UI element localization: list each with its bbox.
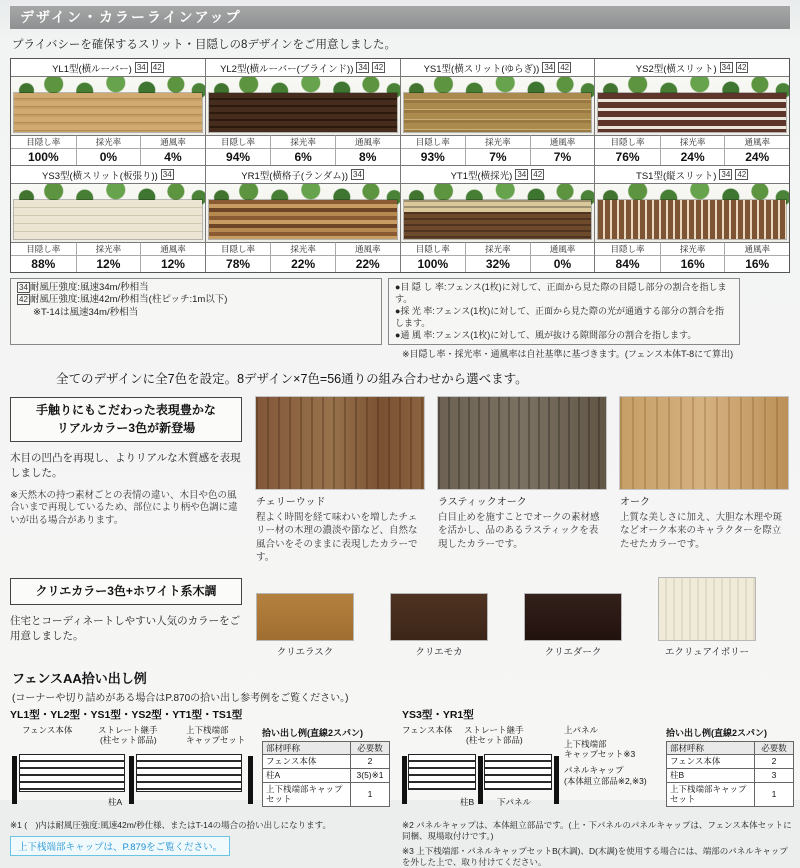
- stat-value: 94%: [206, 148, 271, 165]
- fence-image: [598, 93, 786, 132]
- fence-image: [598, 200, 786, 239]
- pickup-heading: フェンスAA拾い出し例: [12, 670, 147, 686]
- fence-image: [14, 93, 202, 132]
- pickup-table-title: 拾い出し例(直線2スパン): [262, 727, 364, 738]
- diagram-label: パネルキャップ: [564, 764, 624, 775]
- pickup-right-models: YS3型・YR1型: [402, 708, 474, 721]
- stat-label: 通風率: [335, 135, 400, 148]
- wind-badge: 34: [162, 170, 172, 179]
- stat-value: 24%: [724, 148, 789, 165]
- diagram-label-post-a: 柱A: [108, 796, 123, 807]
- stat-label: 目隠し率: [206, 135, 271, 148]
- real-color-note: ※天然木の持つ素材ごとの表情の違い、木目や色の風合いまで再現しているため、部位により柄や色調に違いが出る場合があります。: [10, 489, 238, 527]
- stat-value: 12%: [76, 255, 141, 272]
- pickup-left-column: [10, 707, 392, 868]
- swatch-name: クリエダーク: [544, 646, 602, 658]
- wind-badge: 34: [136, 63, 146, 72]
- diagram-label: キャップセット: [186, 734, 246, 745]
- swatch-desc: 程よく時間を経て味わいを増したチェリー材の木理の濃淡や節など、自然な風合いをそのままに表現したカラーです。: [256, 512, 418, 563]
- wind-badge: 34: [721, 63, 731, 72]
- wind-badge: 34: [358, 63, 368, 72]
- fence-photo: [595, 184, 789, 242]
- rate-note-line: ●通 風 率:フェンス(1枚)に対して、風が抜ける隙間部分の割合を指します。: [395, 329, 697, 340]
- fence-card-yl1: [11, 59, 205, 165]
- stat-value: 78%: [206, 255, 271, 272]
- fence-stats: [595, 135, 789, 165]
- fence-name: YL2型(横ルーバー(ブラインド)): [220, 63, 354, 75]
- diagram-label-post-b: 柱B: [460, 796, 475, 807]
- table-header: 部材呼称: [263, 741, 351, 755]
- swatch-item-crea-mocha: [390, 594, 488, 658]
- stat-value: 22%: [270, 255, 335, 272]
- post-drawing: [554, 756, 559, 804]
- fence-photo: [206, 184, 400, 242]
- pickup-table-right: [666, 726, 794, 816]
- table-row: 上下桟端部キャップセット 1: [667, 782, 794, 806]
- stat-value: 0%: [530, 255, 595, 272]
- swatch-desc: 上質な美しさに加え、大胆な木理や斑などオーク本来のキャラクターを際立たせたカラーです。: [620, 512, 783, 550]
- real-color-section: [10, 397, 790, 563]
- stat-label: 採光率: [660, 242, 725, 255]
- fence-photo: [11, 184, 205, 242]
- stat-label: 通風率: [335, 242, 400, 255]
- wind-badge: 42: [152, 63, 162, 72]
- wind-badge: 42: [374, 63, 384, 72]
- diagram-label-lower-panel: 下パネル: [497, 796, 532, 807]
- color-combination-line: 全てのデザインに全7色を設定。8デザイン×7色=56通りの組み合わせから選べます。: [56, 372, 528, 387]
- stat-value: 7%: [530, 148, 595, 165]
- table-header: 部材呼称: [667, 741, 755, 755]
- diagram-label: (柱セット部品): [466, 734, 523, 745]
- swatch-item-rustic-oak: [438, 397, 606, 563]
- stat-label: 通風率: [140, 135, 205, 148]
- post-drawing: [129, 756, 134, 804]
- stat-label: 採光率: [660, 135, 725, 148]
- stat-label: 目隠し率: [595, 242, 660, 255]
- page-title: デザイン・カラーラインアップ: [10, 6, 790, 29]
- fence-name: YR1型(横格子(ランダム)): [241, 170, 349, 182]
- stat-value: 100%: [401, 255, 466, 272]
- diagram-label: フェンス本体: [402, 724, 453, 735]
- swatch-item-oak: [620, 397, 788, 563]
- pickup-table-title: 拾い出し例(直線2スパン): [666, 727, 768, 738]
- fence-photo: [401, 77, 595, 135]
- post-drawing: [12, 756, 17, 804]
- fence-design-grid: [10, 58, 790, 273]
- stat-value: 12%: [140, 255, 205, 272]
- color-swatch-image: [257, 594, 353, 640]
- footnote-1: ※1 ( )内は耐風圧強度:風速42m/秒仕様、またはT-14の場合の拾い出しになります。: [10, 819, 331, 830]
- wind-note-text: 耐風圧強度:風速42m/秒相当(柱ピッチ:1m以下): [29, 294, 228, 306]
- fence-photo: [11, 77, 205, 135]
- wind-note-sub: ※T-14は風速34m/秒相当: [33, 306, 139, 318]
- stat-label: 目隠し率: [11, 242, 76, 255]
- fence-photo: [595, 77, 789, 135]
- stat-label: 採光率: [270, 135, 335, 148]
- wind-note-text: 耐風圧強度:風速34m/秒相当: [29, 282, 149, 293]
- wood-swatch-image: [256, 397, 424, 489]
- pickup-example-section: [10, 668, 790, 868]
- fence-name: YL1型(横ルーバー): [52, 63, 132, 75]
- fence-card-ys2: [595, 59, 789, 165]
- fence-image: [404, 93, 592, 132]
- stat-label: 採光率: [76, 242, 141, 255]
- fence-stats: [11, 135, 205, 165]
- page-reference-link[interactable]: 上下桟端部キャップは、P.879をご覧ください。: [10, 836, 230, 856]
- stat-value: 7%: [465, 148, 530, 165]
- diagram-label: (本体組立部品※2,※3): [564, 775, 647, 786]
- wind-badge: 42: [533, 170, 543, 179]
- stat-value: 22%: [335, 255, 400, 272]
- fence-card-ys1: [401, 59, 595, 165]
- pickup-left-models: YL1型・YL2型・YS1型・YS2型・YT1型・TS1型: [10, 708, 243, 721]
- pickup-note: (コーナーや切り詰めがある場合はP.870の拾い出し参考例をご覧ください。): [12, 692, 349, 704]
- swatch-name: エクリュアイボリー: [664, 646, 750, 658]
- diagram-label: 上下桟端部: [186, 724, 229, 735]
- diagram-label: ストレート継手: [98, 724, 158, 735]
- color-swatch-image: [525, 594, 621, 640]
- fence-panel-drawing: [484, 754, 552, 790]
- stat-value: 0%: [76, 148, 141, 165]
- real-color-heading: 手触りにもこだわった表現豊かな リアルカラー3色が新登場: [10, 397, 242, 442]
- stat-value: 93%: [401, 148, 466, 165]
- fence-photo: [206, 77, 400, 135]
- stat-label: 採光率: [465, 242, 530, 255]
- rate-note-line: ●採 光 率:フェンス(1枚)に対して、正面から見た際の光が通過する部分の割合を指します。: [395, 305, 725, 328]
- diagram-label: フェンス本体: [22, 724, 73, 735]
- footnote-2: ※2 パネルキャップは、本体組立部品です。(上・下パネルのパネルキャップは、フェンス本体セットに同梱、現場取付けです。): [402, 819, 792, 841]
- stat-label: 通風率: [724, 242, 789, 255]
- fence-image: [209, 93, 397, 132]
- fence-photo: [401, 184, 595, 242]
- wind-badge: 42: [737, 63, 747, 72]
- swatch-name: クリエラスク: [276, 646, 334, 658]
- stat-label: 目隠し率: [595, 135, 660, 148]
- stat-value: 32%: [465, 255, 530, 272]
- table-row: フェンス本体 2: [263, 755, 390, 769]
- wind-badge: 34: [353, 170, 362, 179]
- wind-resistance-note-box: [10, 278, 382, 345]
- stat-value: 16%: [660, 255, 725, 272]
- fence-card-yr1: [206, 166, 400, 272]
- diagram-label-upper-panel: 上パネル: [564, 724, 599, 735]
- stat-label: 通風率: [530, 242, 595, 255]
- fence-name: YS3型(横スリット(板張り)): [42, 170, 158, 182]
- pickup-right-column: [402, 707, 794, 868]
- fence-panel-drawing: [19, 754, 125, 792]
- wind-badge: 42: [737, 170, 747, 179]
- color-swatch-image: [659, 578, 755, 640]
- table-row: フェンス本体 2: [667, 755, 794, 769]
- post-drawing: [402, 756, 407, 804]
- wood-swatch-image: [620, 397, 788, 489]
- wind-badge: 42: [560, 63, 570, 72]
- stat-value: 24%: [660, 148, 725, 165]
- crea-color-section: [10, 578, 790, 658]
- fence-panel-drawing: [136, 754, 242, 792]
- stat-value: 4%: [140, 148, 205, 165]
- fence-image: [404, 200, 592, 239]
- wind-badge: 34: [544, 63, 554, 72]
- post-drawing: [478, 756, 483, 804]
- wind-badge-34: 34: [19, 283, 28, 292]
- stat-value: 88%: [11, 255, 76, 272]
- real-color-desc: 木目の凹凸を再現し、よりリアルな木質感を表現しました。: [10, 452, 241, 479]
- stat-value: 8%: [335, 148, 400, 165]
- stat-label: 採光率: [465, 135, 530, 148]
- crea-color-heading: クリエカラー3色+ホワイト系木調: [10, 578, 242, 605]
- stat-value: 76%: [595, 148, 660, 165]
- fence-image: [14, 200, 202, 239]
- swatch-item-cherrywood: [256, 397, 424, 563]
- post-drawing: [248, 756, 253, 804]
- fence-stats: [11, 242, 205, 272]
- fence-panel-drawing: [408, 754, 476, 790]
- swatch-item-crea-rusk: [256, 594, 354, 658]
- stat-label: 通風率: [530, 135, 595, 148]
- color-swatch-image: [391, 594, 487, 640]
- wind-badge: 34: [517, 170, 527, 179]
- fence-diagram-right: [402, 726, 660, 816]
- stat-value: 6%: [270, 148, 335, 165]
- table-header: 必要数: [351, 741, 390, 755]
- stat-value: 16%: [724, 255, 789, 272]
- fence-name: YS2型(横スリット): [635, 63, 717, 75]
- stat-label: 通風率: [140, 242, 205, 255]
- diagram-label: キャップセット※3: [564, 748, 636, 759]
- rate-basis-note: ※目隠し率・採光率・通風率は自社基準に基づきます。(フェンス本体T-8にて算出): [402, 349, 734, 360]
- stat-label: 通風率: [724, 135, 789, 148]
- stat-label: 目隠し率: [206, 242, 271, 255]
- stat-label: 目隠し率: [401, 135, 466, 148]
- wind-badge: 34: [721, 170, 731, 179]
- stat-value: 100%: [11, 148, 76, 165]
- fence-stats: [401, 242, 595, 272]
- swatch-item-crea-dark: [524, 594, 622, 658]
- stat-label: 採光率: [270, 242, 335, 255]
- swatch-desc: 白目止めを施すことでオークの素材感を活かし、品のあるラスティックを表現したカラーです。: [438, 512, 600, 550]
- fence-stats: [401, 135, 595, 165]
- fence-name: YT1型(横採光): [450, 170, 513, 182]
- rate-definition-box: [388, 278, 740, 345]
- fence-stats: [206, 135, 400, 165]
- stat-label: 目隠し率: [401, 242, 466, 255]
- table-row: 柱A 3(5)※1: [263, 769, 390, 783]
- fence-card-yl2: [206, 59, 400, 165]
- fence-name: YS1型(横スリット(ゆらぎ)): [423, 63, 540, 75]
- page-subtitle: プライバシーを確保するスリット・目隠しの8デザインをご用意しました。: [12, 39, 397, 51]
- wood-swatch-image: [438, 397, 606, 489]
- fence-stats: [595, 242, 789, 272]
- notes-row: [10, 278, 790, 345]
- fence-name: TS1型(縦スリット): [636, 170, 717, 182]
- fence-card-yt1: [401, 166, 595, 272]
- swatch-name: クリエモカ: [415, 646, 463, 658]
- diagram-label: ストレート継手: [464, 724, 524, 735]
- fence-diagram-left: [10, 726, 256, 816]
- pickup-table-left: [262, 726, 390, 816]
- table-row: 柱B 3: [667, 769, 794, 783]
- fence-card-ts1: [595, 166, 789, 272]
- wind-badge-42: 42: [19, 295, 28, 305]
- stat-label: 目隠し率: [11, 135, 76, 148]
- stat-value: 84%: [595, 255, 660, 272]
- swatch-name: ラスティックオーク: [438, 497, 527, 509]
- stat-label: 採光率: [76, 135, 141, 148]
- rate-note-line: ●目 隠 し 率:フェンス(1枚)に対して、正面から見た際の目隠し部分の割合を指します。: [395, 282, 727, 304]
- table-row: 上下桟端部キャップセット 1: [263, 782, 390, 806]
- crea-color-desc: 住宅とコーディネートしやすい人気のカラーをご用意しました。: [10, 615, 241, 642]
- fence-card-ys3: [11, 166, 205, 272]
- table-header: 必要数: [755, 741, 794, 755]
- footnote-3: ※3 上下桟端部・パネルキャップセットB(木調)、D(木調)を使用する場合には、端部のパネルキャップを外した上で、取り付けてください。: [402, 845, 788, 867]
- fence-stats: [206, 242, 400, 272]
- diagram-label: (柱セット部品): [100, 734, 157, 745]
- fence-image: [209, 200, 397, 239]
- swatch-name: オーク: [620, 497, 650, 509]
- diagram-label: 上下桟端部: [564, 738, 607, 749]
- swatch-name: チェリーウッド: [256, 497, 326, 509]
- swatch-item-ecru-ivory: [658, 578, 756, 658]
